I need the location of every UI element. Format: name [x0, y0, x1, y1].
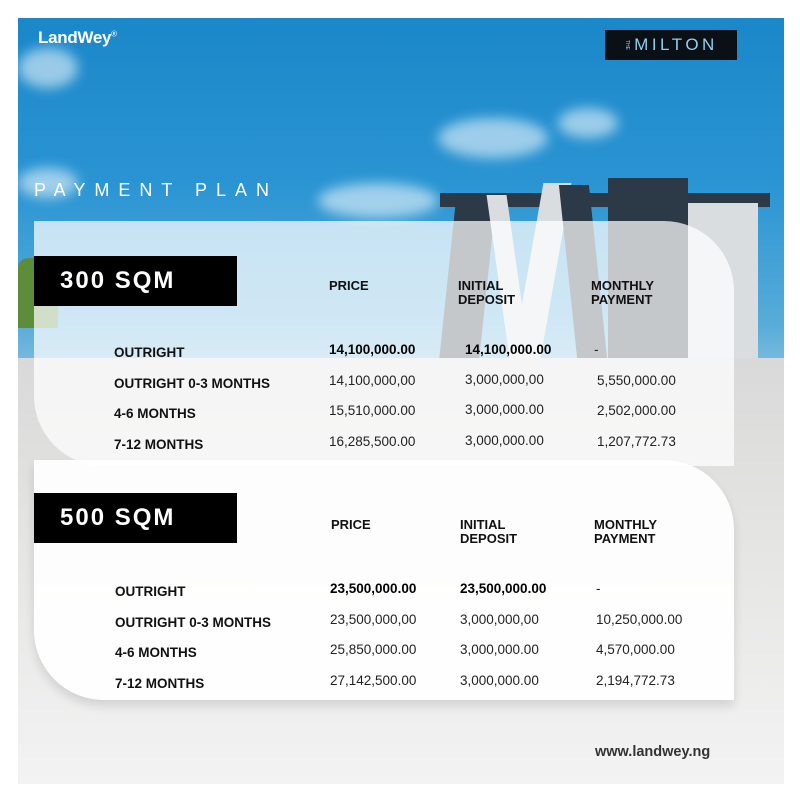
row-label: 7-12 MONTHS	[114, 437, 204, 452]
cloud	[438, 118, 548, 158]
cloud	[558, 108, 618, 138]
deposit-cell: 3,000,000,00	[465, 372, 544, 387]
size-tag: 300 SQM	[34, 256, 237, 306]
col-header-deposit: INITIAL DEPOSIT	[460, 517, 518, 546]
row-label: OUTRIGHT	[114, 345, 185, 360]
page-title: PAYMENT PLAN	[34, 180, 279, 200]
project-badge	[605, 30, 737, 60]
cloud	[18, 48, 78, 88]
price-cell: 15,510,000.00	[329, 403, 416, 418]
row-label: 7-12 MONTHS	[115, 676, 205, 691]
project-prefix: THE	[624, 40, 631, 50]
landwey-logo	[38, 28, 117, 48]
monthly-cell: 1,207,772.73	[597, 434, 676, 449]
registered-mark: ®	[111, 29, 117, 39]
size-tag: 500 SQM	[34, 493, 237, 543]
monthly-cell: 5,550,000.00	[597, 373, 676, 388]
deposit-cell: 14,100,000.00	[465, 342, 552, 357]
col-header-monthly: MONTHLY PAYMENT	[591, 278, 655, 307]
monthly-cell: 4,570,000.00	[596, 642, 675, 657]
monthly-cell: -	[596, 581, 601, 596]
deposit-cell: 3,000,000.00	[460, 642, 539, 657]
row-label: 4-6 MONTHS	[114, 406, 196, 421]
col-header-deposit: INITIAL DEPOSIT	[458, 278, 516, 307]
deposit-cell: 23,500,000.00	[460, 581, 547, 596]
price-cell: 14,100,000,00	[329, 373, 416, 388]
logo-text: LandWey	[38, 28, 112, 47]
monthly-cell: 10,250,000.00	[596, 612, 683, 627]
price-cell: 23,500,000,00	[330, 612, 417, 627]
monthly-cell: -	[594, 342, 599, 357]
col-header-monthly: MONTHLY PAYMENT	[594, 517, 658, 546]
row-label: OUTRIGHT 0-3 MONTHS	[114, 376, 271, 391]
col-header-price: PRICE	[329, 278, 369, 293]
price-cell: 16,285,500.00	[329, 434, 416, 449]
plan-card-500sqm	[34, 460, 734, 700]
project-name: MILTON	[634, 35, 718, 54]
monthly-cell: 2,502,000.00	[597, 403, 676, 418]
row-label: 4-6 MONTHS	[115, 645, 197, 660]
deposit-cell: 3,000,000.00	[465, 433, 544, 448]
monthly-cell: 2,194,772.73	[596, 673, 675, 688]
deposit-cell: 3,000,000.00	[465, 402, 544, 417]
deposit-cell: 3,000,000,00	[460, 612, 539, 627]
deposit-cell: 3,000,000.00	[460, 673, 539, 688]
row-label: OUTRIGHT 0-3 MONTHS	[115, 615, 272, 630]
plan-card-300sqm	[34, 221, 734, 466]
price-cell: 23,500,000.00	[330, 581, 417, 596]
price-cell: 25,850,000.00	[330, 642, 417, 657]
price-cell: 27,142,500.00	[330, 673, 417, 688]
website-link[interactable]: www.landwey.ng	[595, 744, 711, 760]
price-cell: 14,100,000.00	[329, 342, 416, 357]
col-header-price: PRICE	[331, 517, 371, 532]
row-label: OUTRIGHT	[115, 584, 186, 599]
